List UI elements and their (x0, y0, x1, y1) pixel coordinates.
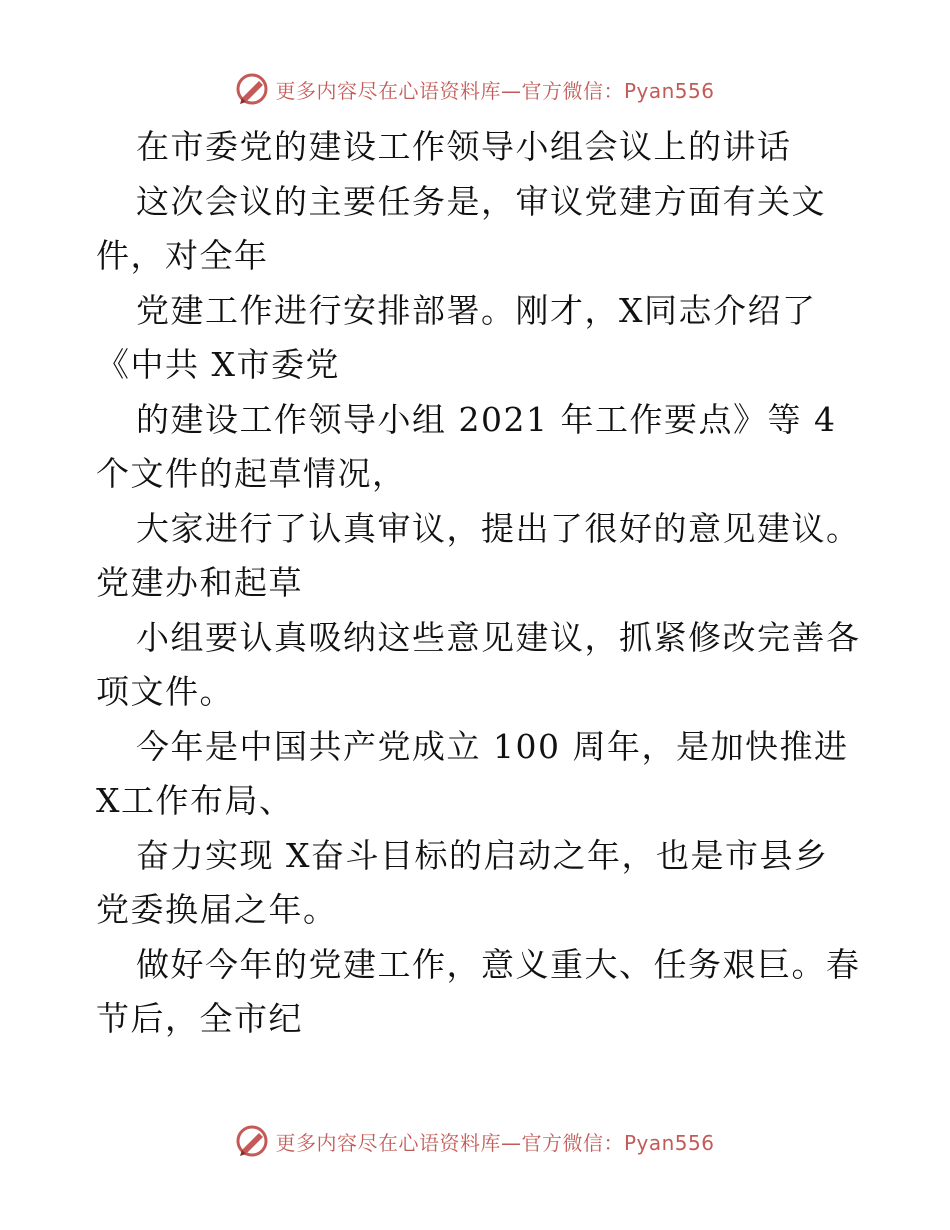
text-line: 奋力实现 X奋斗目标的启动之年，也是市县乡 (136, 835, 829, 875)
header-watermark (0, 72, 950, 106)
text-line: X工作布局、 (96, 781, 294, 820)
text-line: 党建工作进行安排部署。刚才，X同志介绍了 (136, 290, 817, 330)
text-line: 《中共 X市委党 (96, 345, 340, 384)
text-line: 这次会议的主要任务是，审议党建方面有关文 (136, 181, 826, 221)
header-banner-text: 更多内容尽在心语资料库—官方微信：Pyan556 (275, 78, 715, 103)
footer-watermark (0, 1124, 950, 1158)
document-title: 在市委党的建设工作领导小组会议上的讲话 (136, 127, 792, 166)
text-line: 个文件的起草情况， (96, 454, 407, 493)
pen-logo-icon (235, 1124, 269, 1158)
text-line: 做好今年的党建工作，意义重大、任务艰巨。春 (136, 944, 861, 984)
text-line: 小组要认真吸纳这些意见建议，抓紧修改完善各 (136, 617, 861, 657)
text-line: 项文件。 (96, 672, 234, 711)
text-line: 党委换届之年。 (96, 890, 338, 929)
text-line: 节后，全市纪 (96, 999, 303, 1038)
footer-banner-text: 更多内容尽在心语资料库—官方微信：Pyan556 (275, 1130, 715, 1155)
text-line: 党建办和起草 (96, 563, 303, 602)
text-line: 的建设工作领导小组 2021 年工作要点》等 4 (136, 399, 837, 439)
text-line: 今年是中国共产党成立 100 周年，是加快推进 (136, 726, 849, 766)
text-line: 大家进行了认真审议，提出了很好的意见建议。 (136, 508, 861, 548)
text-line: 件，对全年 (96, 236, 269, 275)
document-body (96, 120, 861, 1047)
pen-logo-icon (235, 72, 269, 106)
